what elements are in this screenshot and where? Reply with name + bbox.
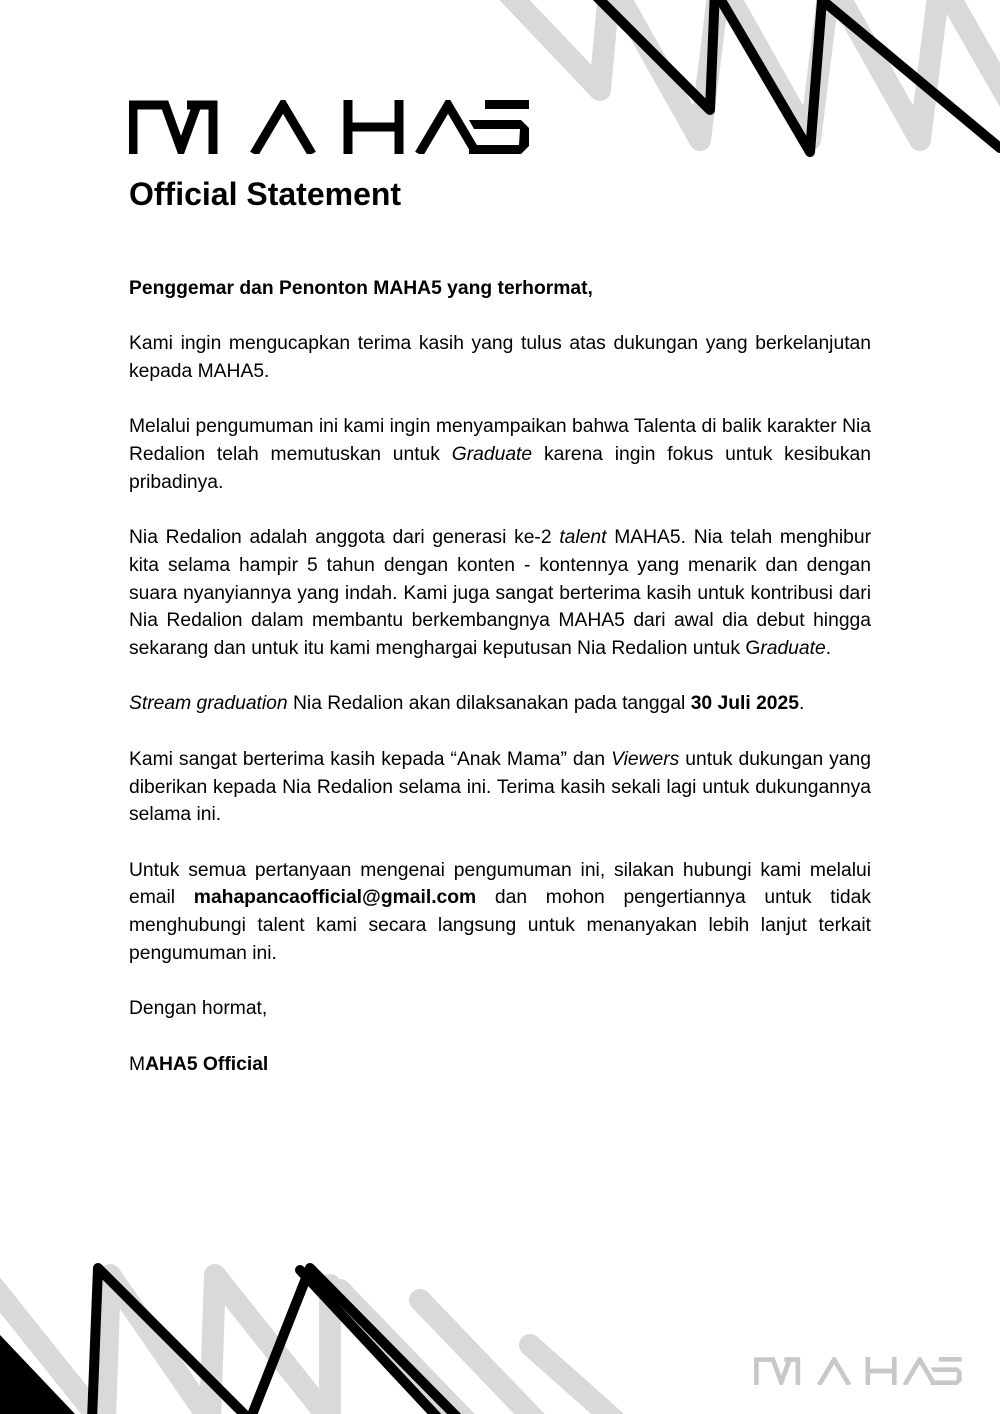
bottom-grey-stripe	[420, 1300, 540, 1414]
top-grey-stripe	[505, 0, 610, 90]
paragraph: Kami sangat berterima kasih kepada “Anak Mama” dan Viewers untuk dukungan yang diberikan kepada Nia Redalion selama ini. Terima kasih sekali lagi untuk dukungannya selama ini.	[129, 748, 871, 826]
bottom-grey-stripe	[340, 1290, 470, 1414]
top-black-stripe	[715, 0, 1000, 152]
bottom-black-stripe	[92, 1268, 460, 1414]
bottom-grey-stripe	[105, 1275, 450, 1414]
top-grey-stripe	[610, 0, 1000, 140]
bottom-grey-stripe	[0, 1270, 100, 1414]
paragraph: Kami ingin mengucapkan terima kasih yang tulus atas dukungan yang berkelanjutan kepada MAHA5.	[129, 333, 871, 383]
statement-body	[129, 275, 871, 1106]
maha5-logo	[129, 100, 529, 154]
paragraph: Untuk semua pertanyaan mengenai pengumuman ini, silakan hubungi kami melalui email mahapancaofficial@gmail.com dan mohon pengertiannya untuk tidak menghubungi talent kami secara langsung untuk menanyakan lebih lanjut terkait pengumuman ini.	[129, 859, 871, 964]
bottom-corner-triangle	[0, 1335, 75, 1414]
page-title: Official Statement	[129, 176, 402, 212]
paragraph: Stream graduation Nia Redalion akan dilaksanakan pada tanggal 30 Juli 2025.	[129, 693, 805, 715]
contact-email[interactable]: mahapancaofficial@gmail.com	[193, 887, 477, 909]
signature: MAHA5 Official	[129, 1053, 269, 1075]
paragraph: Nia Redalion adalah anggota dari generasi ke-2 talent MAHA5. Nia telah menghibur kita selama hampir 5 tahun dengan konten - kontennya yang menarik dan dengan suara nyanyiannya yang indah. Kami juga sangat berterima kasih untuk kontribusi dari Nia Redalion dalam membantu berkembangnya MAHA5 dari awal dia debut hingga sekarang dan untuk itu kami menghargai keputusan Nia Redalion untuk Graduate.	[129, 527, 872, 660]
closing: Dengan hormat,	[129, 998, 268, 1020]
graduation-date: 30 Juli 2025	[690, 693, 799, 715]
maha5-footer-logo	[752, 1357, 964, 1385]
bottom-black-stripe	[300, 1270, 440, 1414]
bottom-grey-stripe	[530, 1345, 620, 1414]
top-black-stripe	[590, 0, 715, 110]
paragraph: Melalui pengumuman ini kami ingin menyampaikan bahwa Talenta di balik karakter Nia Redalion telah memutuskan untuk Graduate karena ingin fokus untuk kesibukan pribadinya.	[129, 416, 871, 493]
salutation: Penggemar dan Penonton MAHA5 yang terhormat,	[129, 278, 593, 299]
